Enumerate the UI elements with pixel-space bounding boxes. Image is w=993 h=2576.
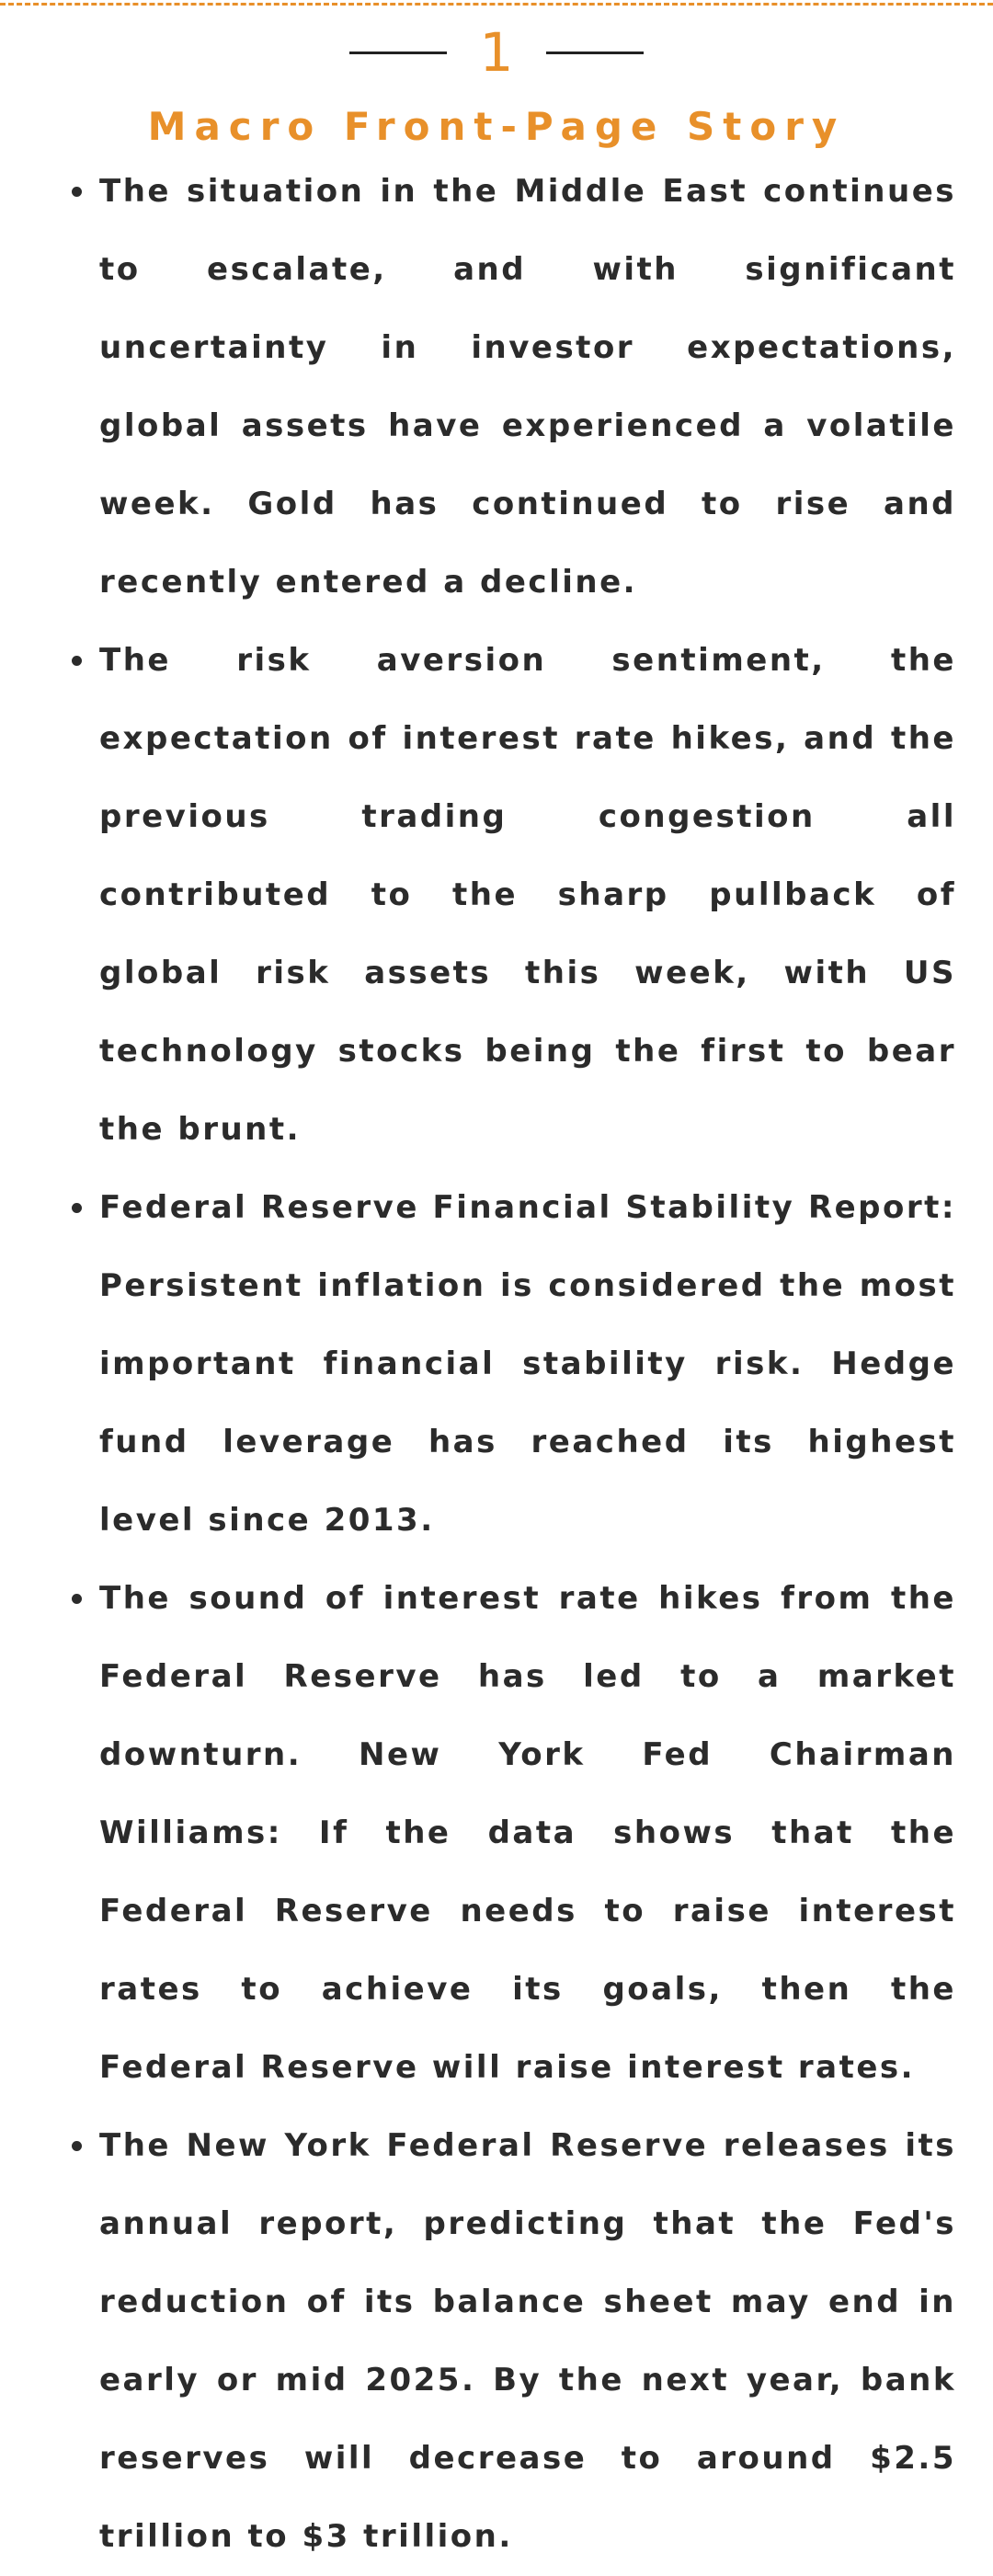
bullet-dot-icon xyxy=(72,1203,82,1213)
story-item xyxy=(99,153,956,622)
top-dashed-divider xyxy=(0,3,993,6)
bullet-dot-icon xyxy=(72,656,82,666)
story-list xyxy=(0,153,993,2576)
section-header xyxy=(0,20,993,153)
section-number-row xyxy=(0,20,993,85)
section-number: 1 xyxy=(479,21,514,84)
section-title: Macro Front-Page Story xyxy=(147,104,846,149)
story-text: The situation in the Middle East continues to escalate, and with significant uncertainty in investor expectations, global assets have experienced a volatile week. Gold has continued to rise and recently entered a decline. xyxy=(99,173,956,601)
bullet-dot-icon xyxy=(72,2141,82,2151)
story-item xyxy=(99,622,956,1169)
right-rule xyxy=(546,52,644,54)
story-item xyxy=(99,1169,956,1560)
bullet-dot-icon xyxy=(72,1594,82,1604)
story-text: Federal Reserve Financial Stability Report: Persistent inflation is considered the most important financial stability risk. Hedge fund leverage has reached its highest level since 2013. xyxy=(99,1189,956,1539)
story-text: The New York Federal Reserve releases its annual report, predicting that the Fed's reduction of its balance sheet may end in early or mid 2025. By the next year, bank reserves will decrease to around $2.5 trillion to $3 trillion. xyxy=(99,2127,956,2555)
story-item xyxy=(99,1560,956,2107)
bullet-dot-icon xyxy=(72,187,82,197)
story-item xyxy=(99,2107,956,2576)
left-rule xyxy=(349,52,447,54)
story-text: The sound of interest rate hikes from the Federal Reserve has led to a market downturn. New York Fed Chairman Williams: If the data shows that the Federal Reserve needs to raise interest rates to achieve its goals, then the Federal Reserve will raise interest rates. xyxy=(99,1580,956,2086)
story-text: The risk aversion sentiment, the expectation of interest rate hikes, and the previous trading congestion all contributed to the sharp pullback of global risk assets this week, with US technology stocks being the first to bear the brunt. xyxy=(99,642,956,1148)
